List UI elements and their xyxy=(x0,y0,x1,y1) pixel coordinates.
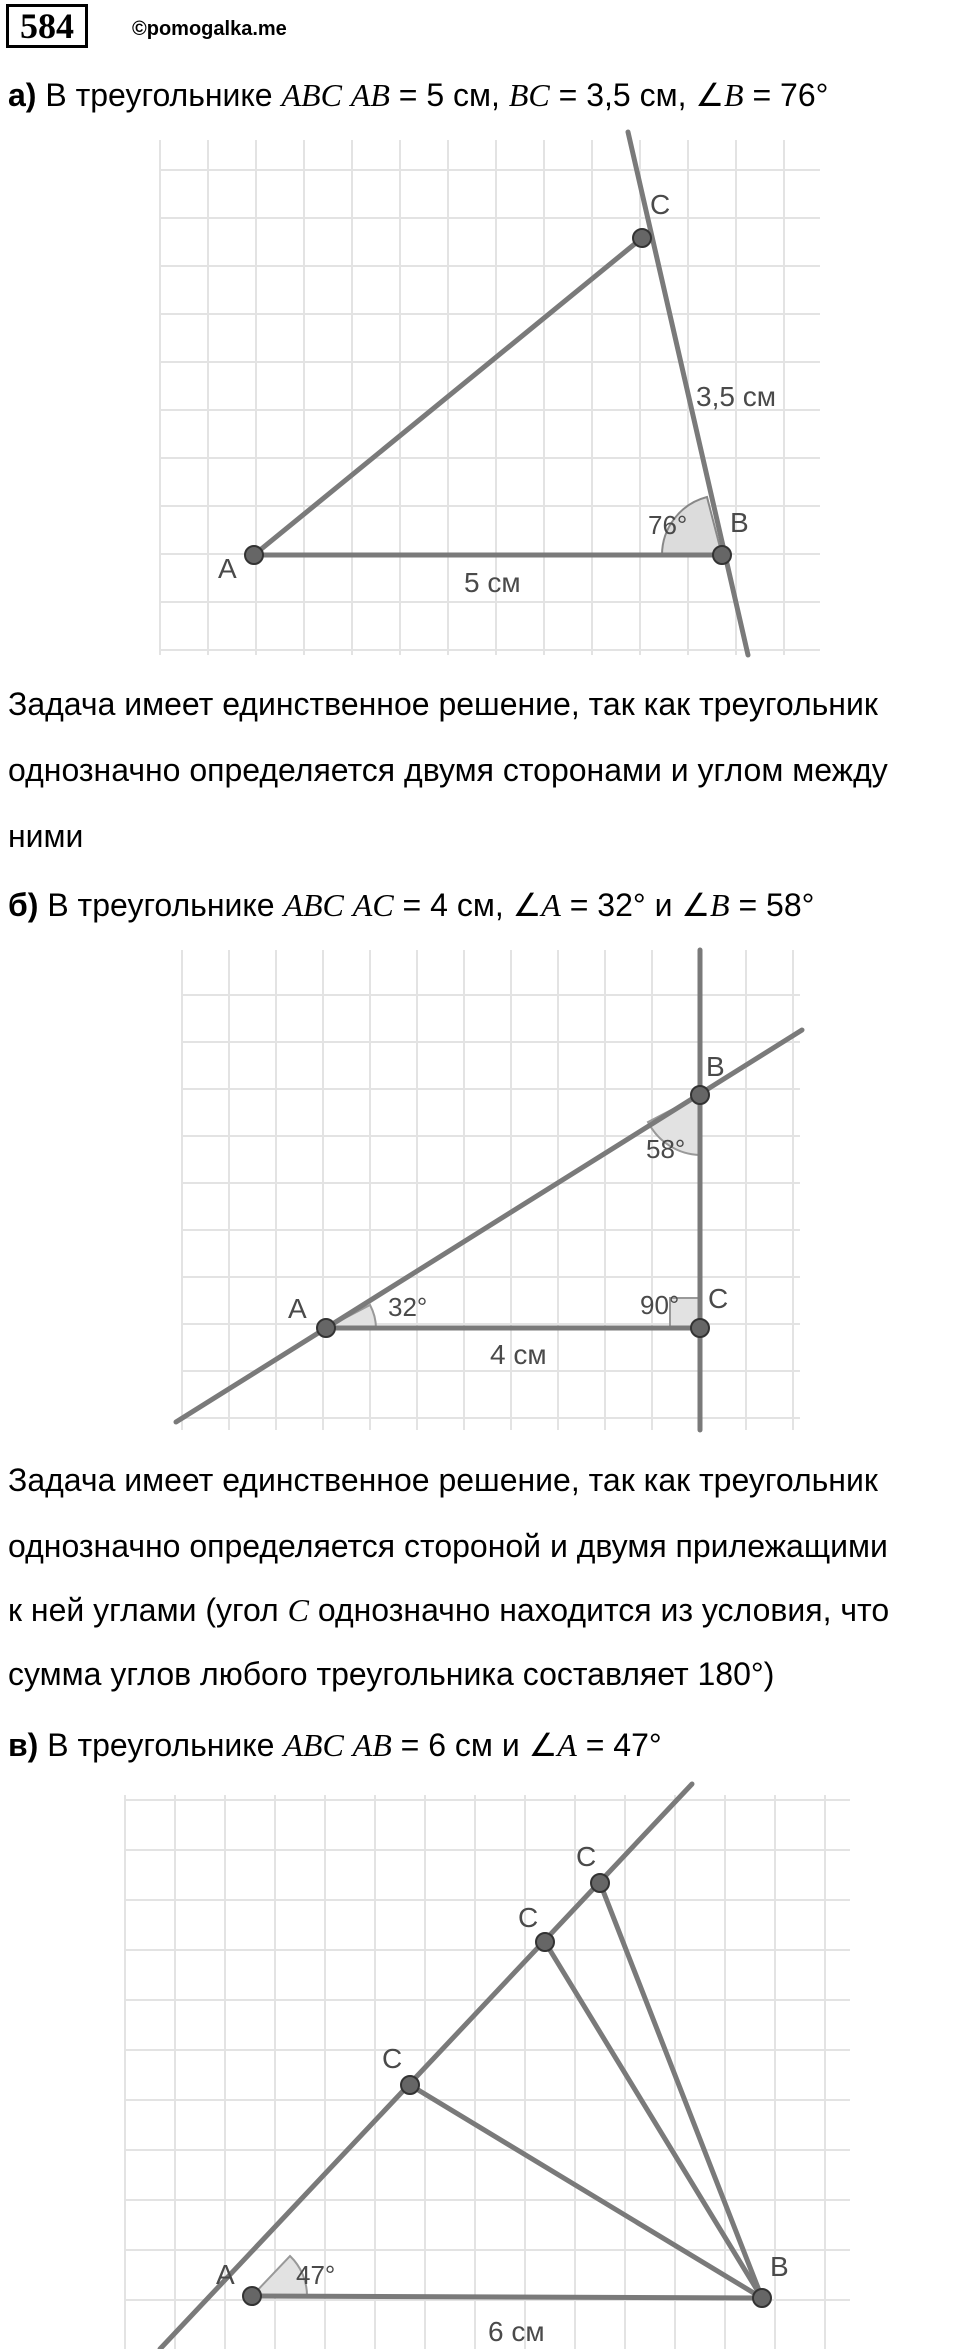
part-c-marker: в) xyxy=(8,1727,39,1763)
part-a-eq2: = 3,5 см, ∠ xyxy=(549,77,725,113)
figure-a-point-a xyxy=(245,546,263,564)
part-a-angle-var: B xyxy=(724,77,744,113)
part-a-tri: ABC xyxy=(281,77,342,113)
figure-b-label-a: A xyxy=(288,1293,307,1324)
part-a-eq1: = 5 см, xyxy=(389,77,509,113)
part-b-answer-line-4: сумма углов любого треугольника составляет 180°) xyxy=(8,1656,775,1692)
figure-c-label-ab: 6 см xyxy=(488,2316,545,2347)
figure-c-point-c2 xyxy=(536,1933,554,1951)
part-b-answer-3-pre: к ней углами (угол xyxy=(8,1592,288,1628)
figure-a-point-c xyxy=(633,229,651,247)
figure-b-label-ac: 4 см xyxy=(490,1339,547,1370)
figure-b-label-b: B xyxy=(706,1051,725,1082)
figure-c-label-b: B xyxy=(770,2251,789,2282)
part-c-angle-var: A xyxy=(557,1727,577,1763)
part-a-statement xyxy=(8,76,828,114)
figure-a-label-b: B xyxy=(730,507,749,538)
figure-a-label-a: A xyxy=(218,553,237,584)
part-a-answer-line-1: Задача имеет единственное решение, так как треугольник xyxy=(8,686,878,722)
part-b-angle-var-1: A xyxy=(541,887,561,923)
figure-b-label-c: C xyxy=(708,1283,729,1314)
figure-c-side-c2b xyxy=(545,1942,762,2298)
part-b-answer-3-var: C xyxy=(287,1592,309,1628)
figure-b-point-a xyxy=(317,1319,335,1337)
figure-a-point-b xyxy=(713,546,731,564)
figure-c-label-c1: C xyxy=(382,2043,403,2074)
part-b-side1: AC xyxy=(352,887,394,923)
part-c-side1: AB xyxy=(352,1727,392,1763)
figure-c xyxy=(110,1780,880,2349)
figure-b-point-b xyxy=(691,1086,709,1104)
part-c-pre: В треугольнике xyxy=(38,1727,284,1763)
figure-a xyxy=(150,130,830,660)
part-a-eq3: = 76° xyxy=(743,77,829,113)
part-b-answer-line-2: однозначно определяется стороной и двумя прилежащими xyxy=(8,1528,888,1564)
part-a-answer-line-2: однозначно определяется двумя сторонами и углом между xyxy=(8,752,888,788)
figure-a-label-bc: 3,5 см xyxy=(696,381,776,412)
part-b-eq3: = 58° xyxy=(729,887,815,923)
figure-b-label-angle-b: 58° xyxy=(646,1134,686,1164)
figure-c-side-ab xyxy=(252,2296,762,2298)
part-c-tri: ABC xyxy=(283,1727,344,1763)
part-a-side1: AB xyxy=(350,77,390,113)
figure-c-label-c2: C xyxy=(518,1902,539,1933)
figure-a-label-angle-b: 76° xyxy=(648,510,688,540)
part-c-statement xyxy=(8,1726,662,1764)
part-b-tri: ABC xyxy=(283,887,344,923)
part-c-eq1: = 6 см и ∠ xyxy=(391,1727,558,1763)
part-a-marker: а) xyxy=(8,77,37,113)
part-b-marker: б) xyxy=(8,887,39,923)
part-a-answer-line-3: ними xyxy=(8,818,84,854)
figure-c-point-c3 xyxy=(591,1874,609,1892)
part-a-pre: В треугольнике xyxy=(36,77,282,113)
part-b-pre: В треугольнике xyxy=(38,887,284,923)
figure-c-label-angle-a: 47° xyxy=(296,2260,336,2290)
figure-a-label-ab: 5 см xyxy=(464,567,521,598)
part-c-eq2: = 47° xyxy=(576,1727,662,1763)
figure-b-label-angle-c: 90° xyxy=(640,1290,680,1320)
part-b-answer-line-1: Задача имеет единственное решение, так как треугольник xyxy=(8,1462,878,1498)
figure-c-label-c3: C xyxy=(576,1841,597,1872)
figure-b xyxy=(170,950,810,1440)
figure-c-side-c1b xyxy=(410,2085,762,2298)
figure-c-label-a: A xyxy=(216,2259,235,2290)
part-b-statement xyxy=(8,886,814,924)
figure-a-label-c: C xyxy=(650,189,671,220)
part-b-angle-var-2: B xyxy=(710,887,730,923)
problem-number: 584 xyxy=(6,4,88,48)
part-b-answer-line-3 xyxy=(8,1592,889,1629)
figure-c-point-b xyxy=(753,2289,771,2307)
figure-c-point-a xyxy=(243,2287,261,2305)
site-watermark: ©pomogalka.me xyxy=(132,18,287,40)
part-a-side2: BC xyxy=(508,77,550,113)
part-b-answer-3-post: однозначно находится из условия, что xyxy=(308,1592,890,1628)
part-b-eq2: = 32° и ∠ xyxy=(560,887,711,923)
figure-c-point-c1 xyxy=(401,2076,419,2094)
figure-b-point-c xyxy=(691,1319,709,1337)
figure-b-label-angle-a: 32° xyxy=(388,1292,428,1322)
part-b-eq1: = 4 см, ∠ xyxy=(393,887,542,923)
